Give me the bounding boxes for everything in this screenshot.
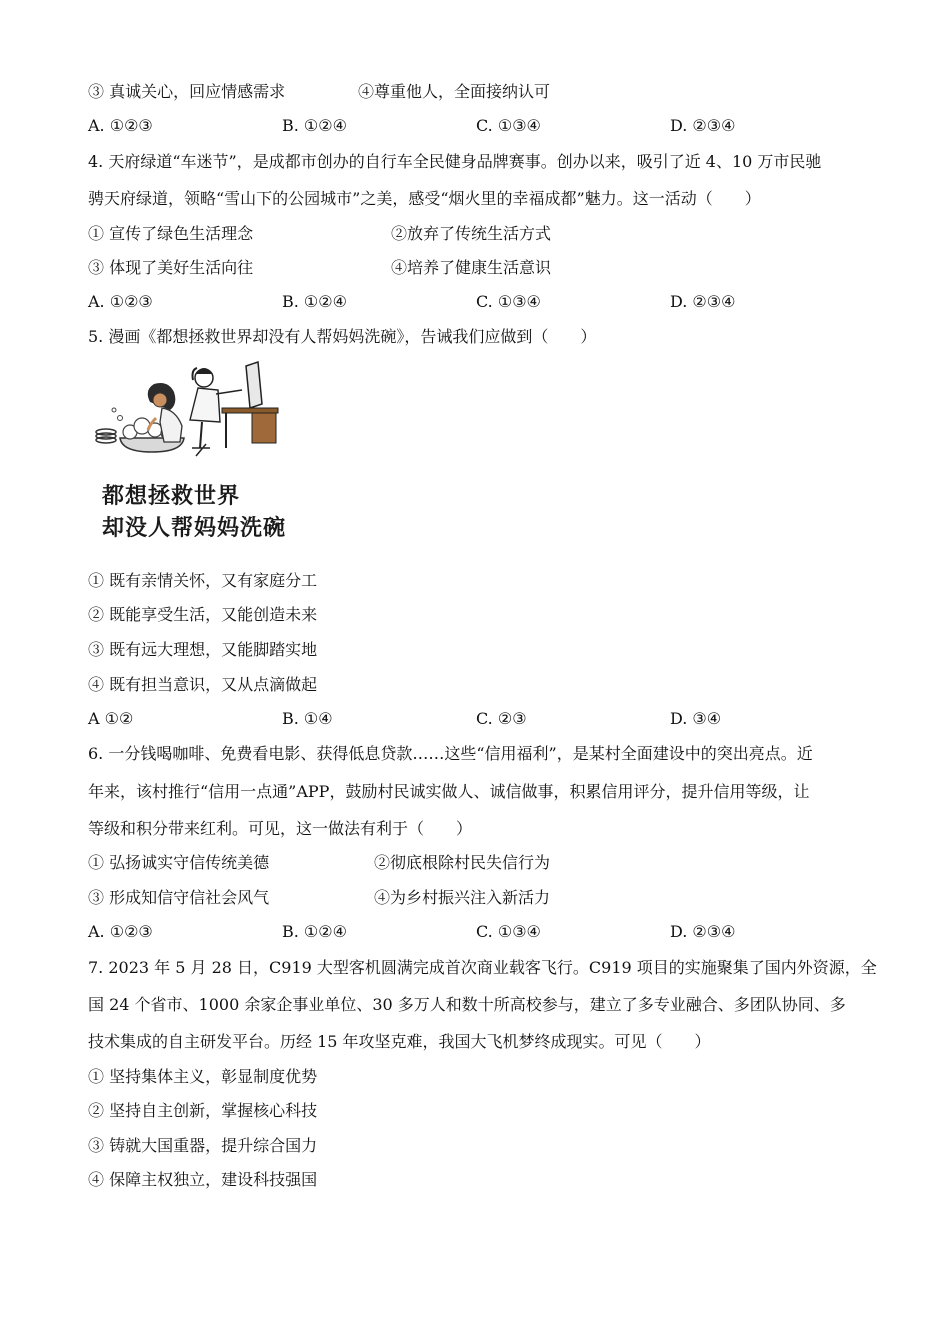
q4-option-c[interactable]: C. ①③④ bbox=[476, 292, 541, 311]
q3-option-b[interactable]: B. ①②④ bbox=[282, 116, 347, 135]
q6-option-b[interactable]: B. ①②④ bbox=[282, 922, 347, 941]
q4-option-b[interactable]: B. ①②④ bbox=[282, 292, 347, 311]
q3-option-d[interactable]: D. ②③④ bbox=[670, 116, 736, 135]
q4-stem-line-1: 4. 天府绿道“车迷节”，是成都市创办的自行车全民健身品牌赛事。创办以来，吸引了近 4、10 万市民驰 bbox=[88, 152, 822, 171]
q6-stem-line-3: 等级和积分带来红利。可见，这一做法有利于（ ） bbox=[88, 819, 473, 838]
cartoon-caption-line-2: 却没人帮妈妈洗碗 bbox=[102, 516, 287, 541]
q6-option-c[interactable]: C. ①③④ bbox=[476, 922, 541, 941]
q4-statement-4: ④培养了健康生活意识 bbox=[391, 258, 552, 277]
q5-option-d[interactable]: D. ③④ bbox=[670, 709, 722, 728]
q7-statement-4: ④ 保障主权独立，建设科技强国 bbox=[88, 1170, 318, 1189]
q6-statement-1: ① 弘扬诚实守信传统美德 bbox=[88, 853, 270, 872]
q6-stem-line-1: 6. 一分钱喝咖啡、免费看电影、获得低息贷款……这些“信用福利”，是某村全面建设中的突出亮点。近 bbox=[88, 744, 813, 763]
q7-statement-1: ① 坚持集体主义，彰显制度优势 bbox=[88, 1067, 318, 1086]
q3-option-a[interactable]: A. ①②③ bbox=[88, 116, 153, 135]
q5-option-b[interactable]: B. ①④ bbox=[282, 709, 333, 728]
q4-statement-3: ③ 体现了美好生活向往 bbox=[88, 258, 254, 277]
cartoon-illustration bbox=[92, 360, 287, 550]
q4-statement-1: ① 宣传了绿色生活理念 bbox=[88, 224, 254, 243]
cartoon-caption-line-1: 都想拯救世界 bbox=[102, 484, 241, 509]
q5-statement-2: ② 既能享受生活，又能创造未来 bbox=[88, 605, 318, 624]
q5-statement-4: ④ 既有担当意识，又从点滴做起 bbox=[88, 675, 318, 694]
q6-statement-4: ④为乡村振兴注入新活力 bbox=[374, 888, 551, 907]
q4-stem-line-2: 骋天府绿道，领略“雪山下的公园城市”之美，感受“烟火里的幸福成都”魅力。这一活动（ ） bbox=[88, 189, 761, 208]
q5-option-a[interactable]: A ①② bbox=[88, 709, 134, 728]
q5-option-c[interactable]: C. ②③ bbox=[476, 709, 527, 728]
cartoon-drawing bbox=[92, 360, 284, 470]
q7-stem-line-3: 技术集成的自主研发平台。历经 15 年攻坚克难，我国大飞机梦终成现实。可见（ ） bbox=[88, 1032, 711, 1051]
q7-statement-2: ② 坚持自主创新，掌握核心科技 bbox=[88, 1101, 318, 1120]
q4-option-d[interactable]: D. ②③④ bbox=[670, 292, 736, 311]
q6-stem-line-2: 年来，该村推行“信用一点通”APP，鼓励村民诚实做人、诚信做事，积累信用评分，提升信用等级，让 bbox=[88, 782, 810, 801]
q3-statement-3: ③ 真诚关心，回应情感需求 bbox=[88, 82, 286, 101]
q4-option-a[interactable]: A. ①②③ bbox=[88, 292, 153, 311]
q6-option-d[interactable]: D. ②③④ bbox=[670, 922, 736, 941]
q6-statement-3: ③ 形成知信守信社会风气 bbox=[88, 888, 270, 907]
q4-statement-2: ②放弃了传统生活方式 bbox=[391, 224, 552, 243]
q3-statement-4: ④尊重他人，全面接纳认可 bbox=[358, 82, 551, 101]
q7-stem-line-1: 7. 2023 年 5 月 28 日，C919 大型客机圆满完成首次商业载客飞行。C919 项目的实施聚集了国内外资源，全 bbox=[88, 958, 877, 977]
q5-statement-1: ① 既有亲情关怀，又有家庭分工 bbox=[88, 571, 318, 590]
q7-stem-line-2: 国 24 个省市、1000 余家企事业单位、30 多万人和数十所高校参与，建立了多专业融合、多团队协同、多 bbox=[88, 995, 846, 1014]
q6-option-a[interactable]: A. ①②③ bbox=[88, 922, 153, 941]
q5-statement-3: ③ 既有远大理想，又能脚踏实地 bbox=[88, 640, 318, 659]
q5-stem-line-1: 5. 漫画《都想拯救世界却没有人帮妈妈洗碗》，告诫我们应做到（ ） bbox=[88, 327, 597, 346]
q3-option-c[interactable]: C. ①③④ bbox=[476, 116, 541, 135]
q7-statement-3: ③ 铸就大国重器，提升综合国力 bbox=[88, 1136, 318, 1155]
q6-statement-2: ②彻底根除村民失信行为 bbox=[374, 853, 551, 872]
